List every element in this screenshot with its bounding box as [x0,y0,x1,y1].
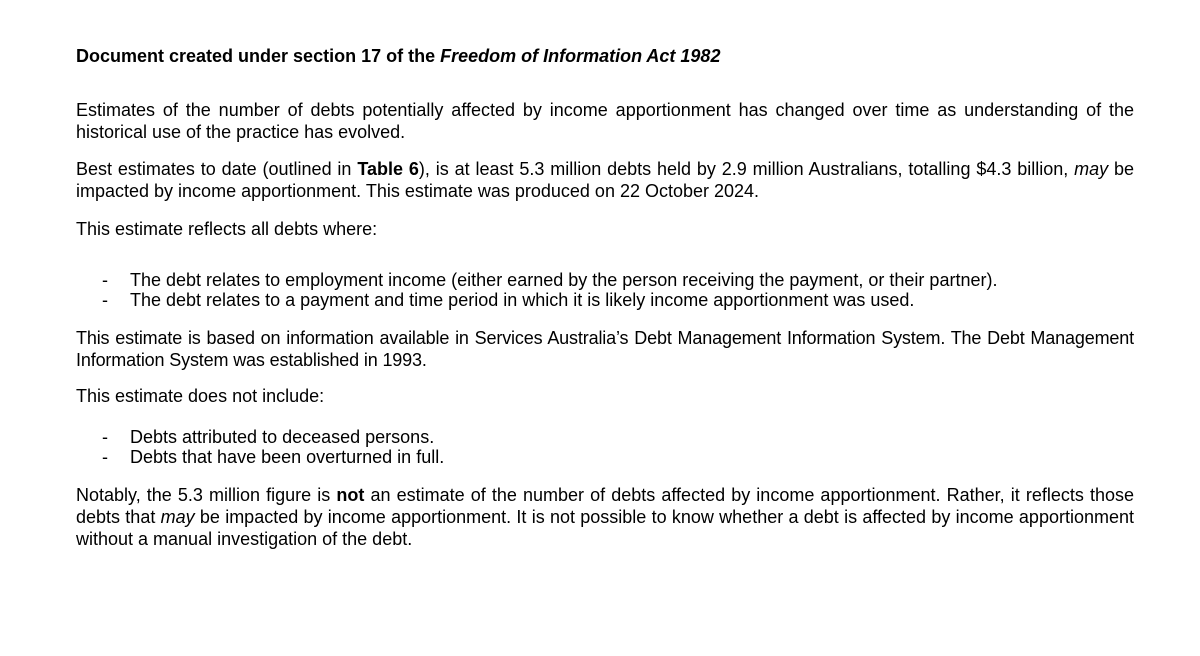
list-item [76,290,1134,310]
paragraph-estimates-history: Estimates of the number of debts potentially affected by income apportionment has changed over time as understanding of the historical use of the practice has evolved. [76,100,1134,142]
list-bullet: - [102,270,108,290]
list-bullet: - [102,290,108,310]
notably-text-3: be impacted by income apportionment. It is not possible to know whether a debt is affected by income apportionment without a manual investigation of the debt. [76,507,1134,549]
emphasis-may: may [160,507,195,527]
best-estimates-text-1: Best estimates to date (outlined in [76,159,358,179]
list-bullet: - [102,447,108,467]
list-item [76,447,1134,467]
list-bullet: - [102,427,108,447]
list-item [76,427,1134,447]
paragraph-notably [76,484,1134,550]
best-estimates-text-3: be impacted by income apportionment. This estimate was produced on 22 October 2024. [76,159,1135,201]
best-estimates-text-2: ), is at least 5.3 million debts held by 2.9 million Australians, totalling $4.3 billion, [418,159,1075,179]
paragraph-data-source: This estimate is based on information available in Services Australia’s Debt Management Information System. The Debt Management Information System was established in 1993. [76,328,1134,370]
table-reference: Table 6 [357,159,419,179]
exclusions-list [76,427,1134,467]
debt-criteria-list [76,270,1134,310]
bold-not: not [336,485,365,505]
notably-text-2: an estimate of the number of debts affected by income apportionment. Rather, it reflects those debts that [76,485,1134,527]
notably-text-1: Notably, the 5.3 million figure is [76,485,337,505]
paragraph-reflects-debts: This estimate reflects all debts where: [76,219,378,239]
heading-prefix: Document created under section 17 of the [76,46,441,66]
list-item-text: The debt relates to a payment and time period in which it is likely income apportionment was used. [130,290,915,310]
list-item-text: The debt relates to employment income (either earned by the person receiving the payment, or their partner). [130,270,998,290]
emphasis-may: may [1074,159,1109,179]
act-name: Freedom of Information Act 1982 [440,46,721,66]
list-item-text: Debts attributed to deceased persons. [130,427,435,447]
list-item-text: Debts that have been overturned in full. [130,447,445,467]
paragraph-best-estimates [76,158,1134,202]
list-item [76,270,1134,290]
paragraph-exclusions-intro: This estimate does not include: [76,386,325,406]
document-heading [76,45,720,67]
